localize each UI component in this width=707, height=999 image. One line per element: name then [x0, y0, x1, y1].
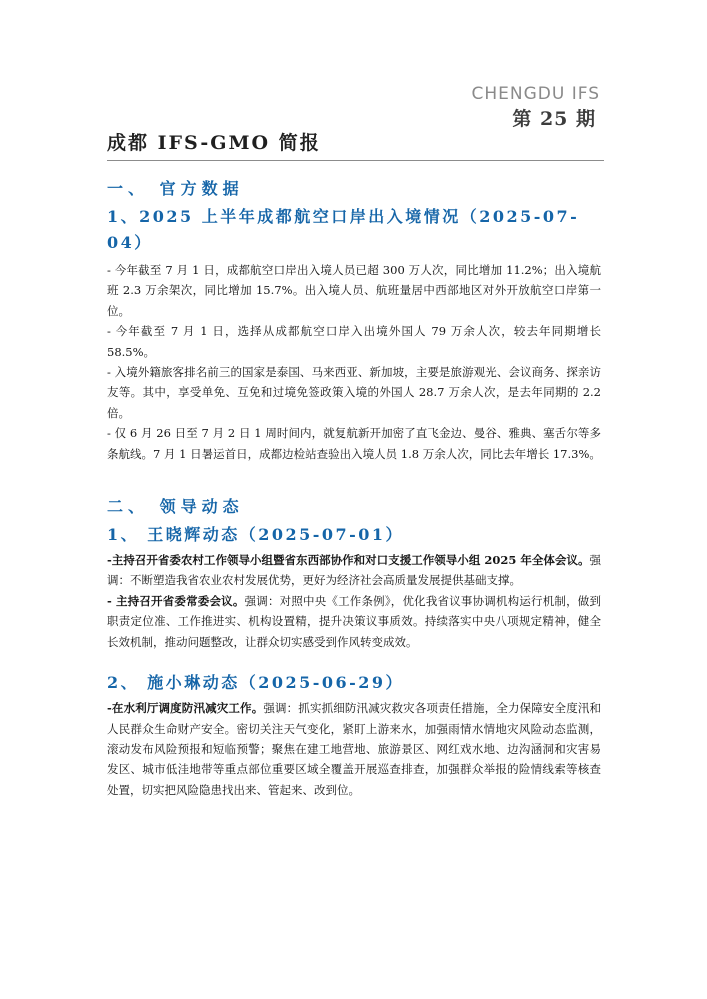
document-title: 成都 IFS-GMO 简报 — [107, 132, 321, 154]
paragraph — [107, 260, 601, 321]
paragraph-text: 强调：抓实抓细防汛减灾救灾各项责任措施，全力保障安全度汛和人民群众生命财产安全。密切关注天气变化，紧盯上游来水，加强雨情水情地灾风险动态监测，滚动发布风险预报和短临预警；聚焦在建工地营地、旅游景区、网红戏水地、边沟涵洞和灾害易发区、城市低洼地带等重点部位重要区域全覆盖开展巡查排查，加强群众举报的险情线索等核查处置，切实把风险隐患找出来、管起来、改到位。 — [107, 701, 602, 797]
paragraph — [107, 362, 601, 423]
paragraph-text: - 仅 6 月 26 日至 7 月 2 日 1 周时间内，就复航新开加密了直飞金边、曼谷、雅典、塞舌尔等多条航线。7 月 1 日暑运首日，成都边检站查验出入境人员 1.8 万余人次，同比去年增长 17.3%。 — [107, 426, 601, 461]
paragraph-text: - 入境外籍旅客排名前三的国家是泰国、马来西亚、新加坡，主要是旅游观光、会议商务、探亲访友等。其中，享受单免、互免和过境免签政策入境的外国人 28.7 万余人次，是去年同期的 2.2 倍。 — [107, 365, 601, 420]
section-heading: 二、 领导动态 — [107, 497, 244, 517]
paragraph — [107, 321, 601, 362]
paragraph-text: - 今年截至 7 月 1 日，选择从成都航空口岸入出境外国人 79 万余人次，较去年同期增长 58.5%。 — [107, 324, 601, 359]
item-title: 1、2025 上半年成都航空口岸出入境情况（2025-07-04） — [107, 207, 580, 252]
paragraph-lead: -在水利厅调度防汛减灾工作。 — [107, 701, 264, 716]
paragraph-lead: -主持召开省委农村工作领导小组暨省东西部协作和对口支援工作领导小组 2025 年全体会议。 — [107, 553, 590, 568]
item-title: 2、 施小琳动态（2025-06-29） — [107, 673, 405, 693]
paragraph — [107, 591, 601, 652]
section-heading: 一、 官方数据 — [107, 179, 244, 198]
paragraph-text: 强调：不断塑造我省农业农村发展优势，更好为经济社会高质量发展提供基础支撑。 — [107, 553, 601, 588]
main-content — [107, 176, 601, 800]
paragraph-lead: - 主持召开省委常委会议。 — [107, 593, 245, 608]
paragraph — [107, 698, 601, 800]
section-official-data — [107, 176, 601, 464]
section-leadership — [107, 494, 601, 800]
paragraph-text: 强调：对照中央《工作条例》，优化我省议事协调机构运行机制，做到职责定位准、工作推进实、机构设置精，提升决策议事质效。持续落实中央八项规定精神，健全长效机制，推动问题整改，让群众切实感受到作风转变成效。 — [107, 593, 602, 649]
paragraph-text: - 今年截至 7 月 1 日，成都航空口岸出入境人员已超 300 万人次，同比增加 11.2%；出入境航班 2.3 万余架次，同比增加 15.7%。出入境人员、航班量居中西部地区对外开放航空口岸第一位。 — [107, 263, 601, 318]
brand-name: CHENGDU IFS — [471, 84, 600, 104]
issue-number: 第 25 期 — [512, 108, 596, 130]
paragraph — [107, 550, 601, 591]
title-divider — [107, 160, 604, 161]
item-title: 1、 王晓辉动态（2025-07-01） — [107, 525, 405, 545]
paragraph — [107, 423, 601, 464]
